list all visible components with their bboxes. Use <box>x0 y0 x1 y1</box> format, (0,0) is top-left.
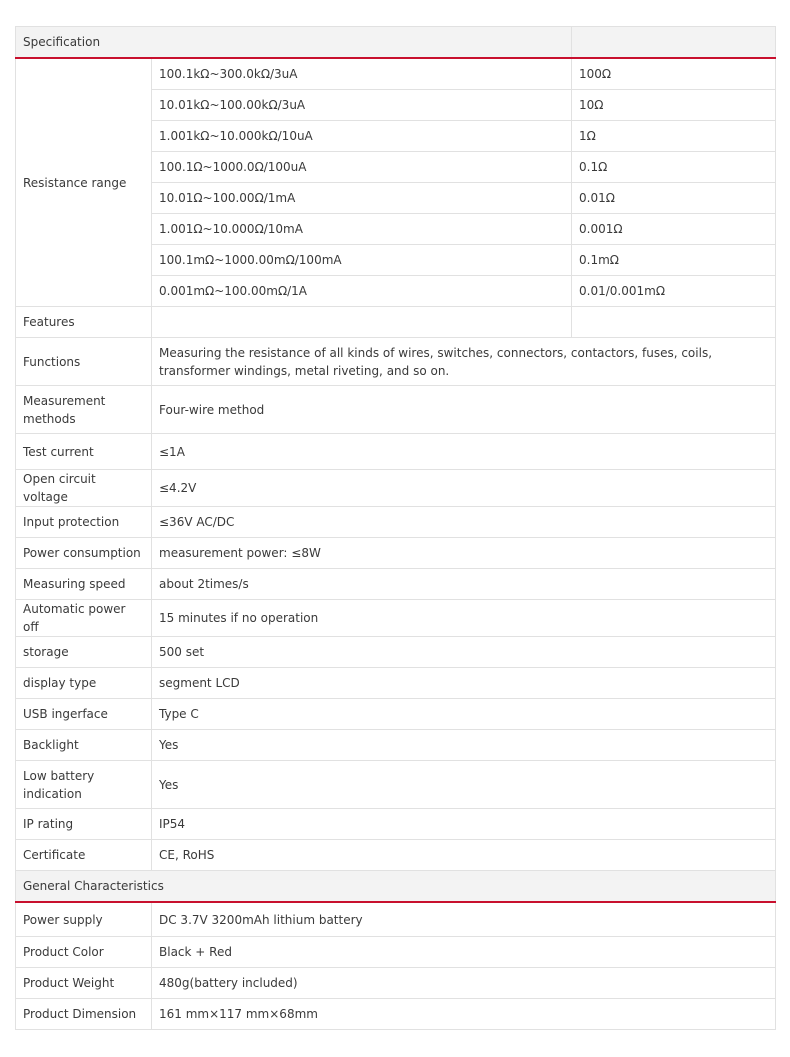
range-value: 1.001kΩ~10.000kΩ/10uA <box>152 121 572 152</box>
general-label: Product Color <box>16 937 152 968</box>
spec-value: ≤36V AC/DC <box>152 507 776 538</box>
range-value: 1.001Ω~10.000Ω/10mA <box>152 214 572 245</box>
spec-value: Measuring the resistance of all kinds of wires, switches, connectors, contactors, fuses, coils, transformer windings, metal riveting, and so on. <box>152 338 776 386</box>
spec-label: Test current <box>16 434 152 470</box>
spec-label: USB ingerface <box>16 699 152 730</box>
table-row <box>16 999 776 1030</box>
resolution-value: 10Ω <box>572 90 776 121</box>
range-value: 100.1kΩ~300.0kΩ/3uA <box>152 58 572 90</box>
general-label: Product Dimension <box>16 999 152 1030</box>
spec-value: measurement power: ≤8W <box>152 538 776 569</box>
table-row <box>16 902 776 937</box>
range-value: 100.1mΩ~1000.00mΩ/100mA <box>152 245 572 276</box>
spec-label: Measuring speed <box>16 569 152 600</box>
table-row <box>16 840 776 871</box>
table-row <box>16 507 776 538</box>
spec-value: Yes <box>152 730 776 761</box>
table-row <box>16 968 776 999</box>
general-value: Black + Red <box>152 937 776 968</box>
general-header-row <box>16 871 776 903</box>
spec-value: segment LCD <box>152 668 776 699</box>
spec-table-container <box>15 26 775 1030</box>
table-row <box>16 569 776 600</box>
range-value: 10.01Ω~100.00Ω/1mA <box>152 183 572 214</box>
features-row <box>16 307 776 338</box>
general-header-cell: General Characteristics <box>16 871 776 903</box>
spec-label: Measurement methods <box>16 386 152 434</box>
table-row <box>16 58 776 90</box>
table-row <box>16 386 776 434</box>
table-row <box>16 699 776 730</box>
resolution-value: 0.1Ω <box>572 152 776 183</box>
spec-label: display type <box>16 668 152 699</box>
resolution-value: 1Ω <box>572 121 776 152</box>
spec-label: Certificate <box>16 840 152 871</box>
spec-label: IP rating <box>16 809 152 840</box>
spec-label: Low battery indication <box>16 761 152 809</box>
spec-value: ≤1A <box>152 434 776 470</box>
general-value: DC 3.7V 3200mAh lithium battery <box>152 902 776 937</box>
resolution-value: 0.1mΩ <box>572 245 776 276</box>
spec-value: Type C <box>152 699 776 730</box>
table-row <box>16 730 776 761</box>
resistance-range-label: Resistance range <box>16 58 152 307</box>
table-row <box>16 761 776 809</box>
table-row <box>16 470 776 507</box>
general-value: 480g(battery included) <box>152 968 776 999</box>
general-label: Product Weight <box>16 968 152 999</box>
spec-value: 500 set <box>152 637 776 668</box>
spec-label: Functions <box>16 338 152 386</box>
range-value: 10.01kΩ~100.00kΩ/3uA <box>152 90 572 121</box>
general-label: Power supply <box>16 902 152 937</box>
spec-header-row <box>16 27 776 59</box>
spec-value: Four-wire method <box>152 386 776 434</box>
spec-value: CE, RoHS <box>152 840 776 871</box>
spec-label: storage <box>16 637 152 668</box>
resolution-value: 0.01Ω <box>572 183 776 214</box>
spec-header-cell: Specification <box>16 27 572 59</box>
resolution-value: 100Ω <box>572 58 776 90</box>
table-row <box>16 637 776 668</box>
spec-value: ≤4.2V <box>152 470 776 507</box>
table-row <box>16 937 776 968</box>
table-row <box>16 600 776 637</box>
spec-value: about 2times/s <box>152 569 776 600</box>
features-empty-cell <box>152 307 572 338</box>
spec-value: IP54 <box>152 809 776 840</box>
spec-label: Backlight <box>16 730 152 761</box>
features-empty-cell <box>572 307 776 338</box>
spec-label: Input protection <box>16 507 152 538</box>
table-row <box>16 668 776 699</box>
spec-label: Power consumption <box>16 538 152 569</box>
spec-table <box>15 26 776 1030</box>
table-row <box>16 809 776 840</box>
features-label: Features <box>16 307 152 338</box>
spec-header-empty-cell <box>572 27 776 59</box>
table-row <box>16 338 776 386</box>
table-row <box>16 434 776 470</box>
range-value: 0.001mΩ~100.00mΩ/1A <box>152 276 572 307</box>
spec-value: 15 minutes if no operation <box>152 600 776 637</box>
resolution-value: 0.001Ω <box>572 214 776 245</box>
general-value: 161 mm×117 mm×68mm <box>152 999 776 1030</box>
table-row <box>16 538 776 569</box>
spec-label: Open circuit voltage <box>16 470 152 507</box>
range-value: 100.1Ω~1000.0Ω/100uA <box>152 152 572 183</box>
resolution-value: 0.01/0.001mΩ <box>572 276 776 307</box>
spec-value: Yes <box>152 761 776 809</box>
spec-label: Automatic power off <box>16 600 152 637</box>
